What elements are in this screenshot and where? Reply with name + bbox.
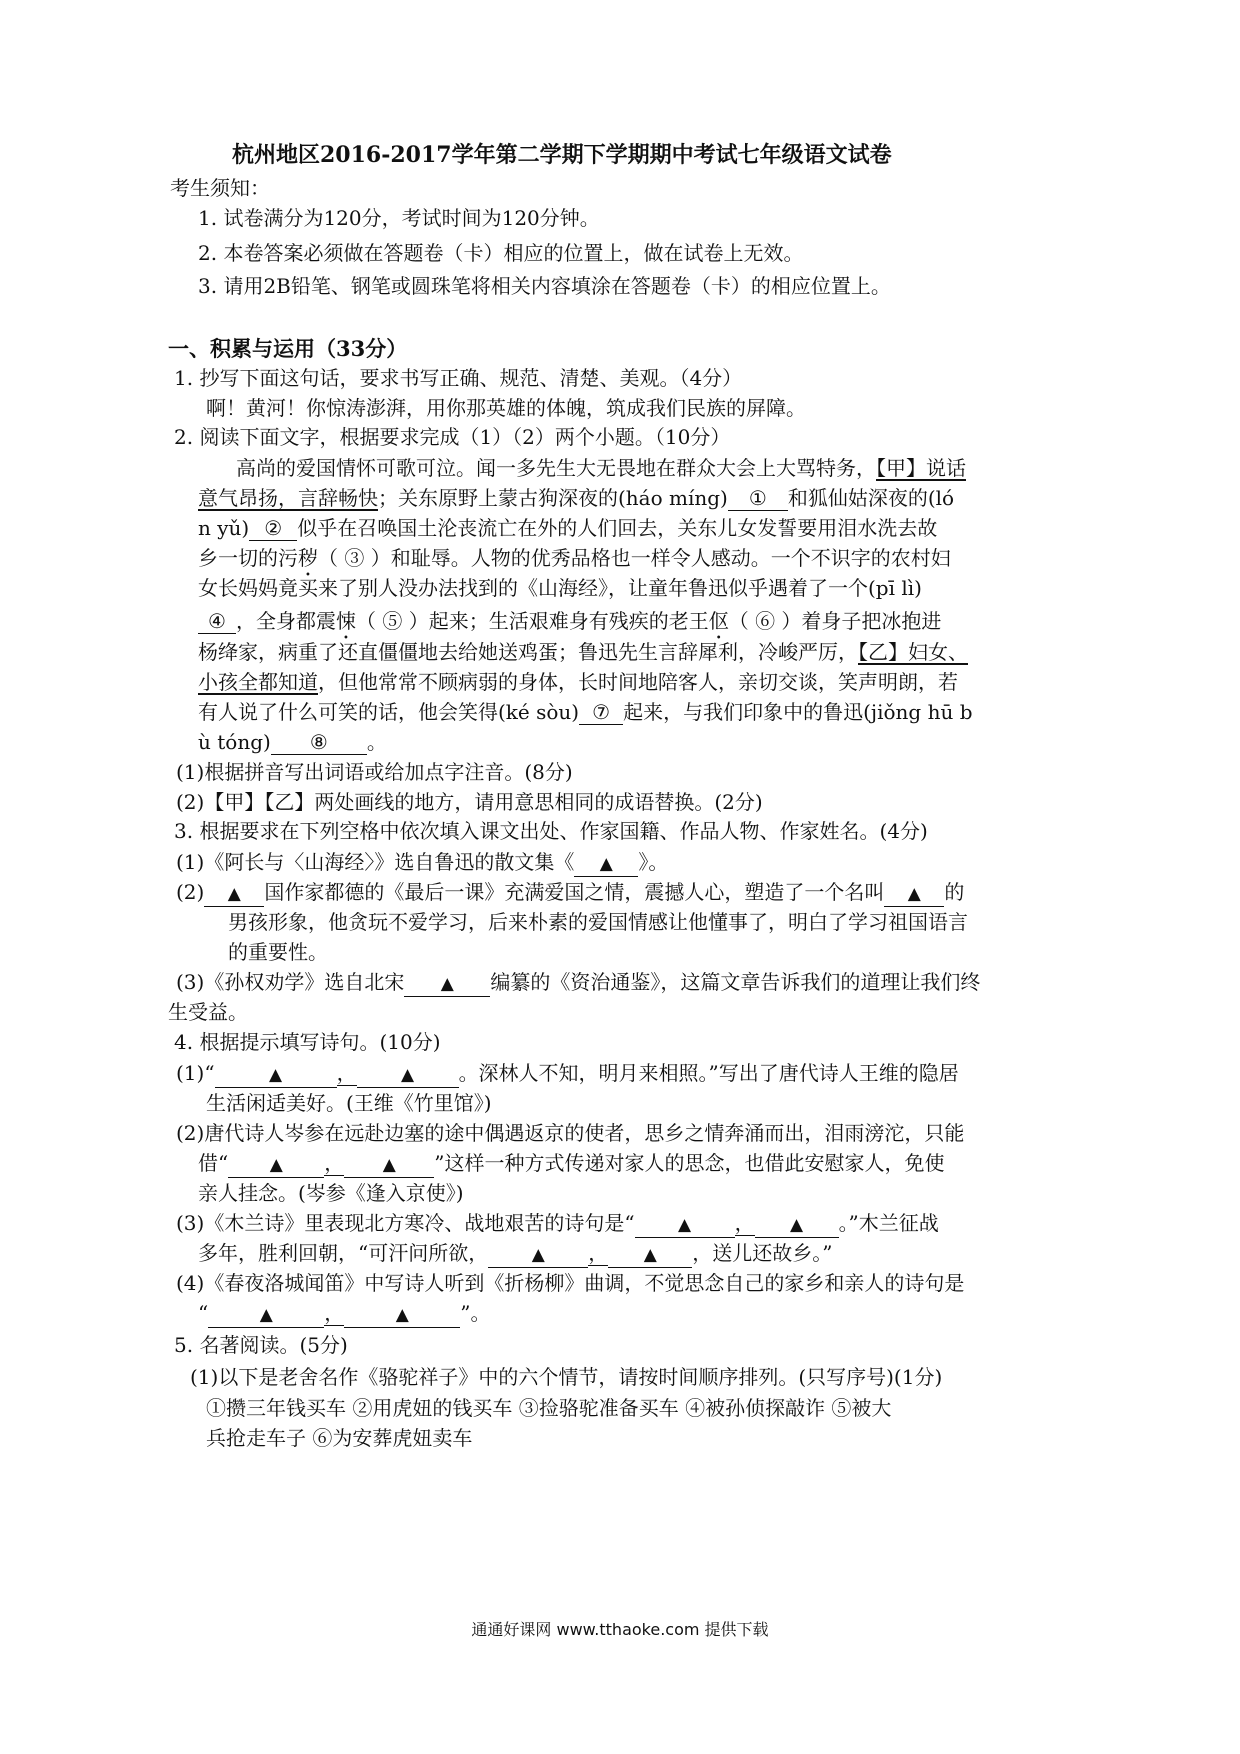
page-footer: 通通好课网 www.tthaoke.com 提供下载 [471,1620,769,1639]
passage-text: 有人说了什么可笑的话，他会笑得(ké sòu) [198,700,580,724]
triangle-marker-icon: ▲ [678,1215,692,1235]
passage-text: （ ③ ）和耻辱。人物的优秀品格也一样令人感动。一个不识字的农村妇 [318,546,951,570]
passage-text: ù tóng) [198,730,271,754]
passage-text: ，但他常常不顾病弱的身体，长时间地陪客人，亲切交谈，笑声明朗，若 [318,670,958,694]
question-5-prompt: 5. 名著阅读。(5分) [174,1333,348,1357]
question-text: (3)《孙权劝学》选自北宋 [176,970,405,994]
question-line [198,1148,944,1178]
answer-blank[interactable] [344,1151,434,1178]
passage-text: 起来，与我们印象中的鲁迅(jiǒng hū b [623,700,973,724]
question-1-prompt: 1. 抄写下面这句话，要求书写正确、规范、清楚、美观。（4分） [174,366,743,390]
passage-text: 和狐仙姑深夜的(ló [787,486,955,510]
passage-text: ；关东原野上蒙古狗深夜的(háo míng) [378,486,728,510]
passage-text: 乡一切的污 [198,546,298,570]
question-text: (2) [176,880,205,904]
sub-question: (2)【甲】【乙】两处画线的地方，请用意思相同的成语替换。(2分) [176,790,763,814]
passage-text: 高尚的爱国情怀可歌可泣。闻一多先生大无畏地在群众大会上大骂特务， [236,456,876,480]
answer-blank[interactable] [608,1241,692,1268]
triangle-marker-icon: ▲ [790,1215,804,1235]
question-text: 编纂的《资治通鉴》，这篇文章告诉我们的道理让我们终 [490,970,981,994]
question-line: 生受益。 [168,1000,248,1024]
question-line: 男孩形象，他贪玩不爱学习，后来朴素的爱国情感让他懂事了，明白了学习祖国语言 [228,910,968,934]
answer-blank[interactable] [488,1241,588,1268]
question-line: 的重要性。 [228,940,328,964]
question-1-sentence: 啊！黄河！你惊涛澎湃，用你那英雄的体魄，筑成我们民族的屏障。 [206,396,806,420]
answer-blank[interactable] [204,880,264,907]
question-line [176,877,964,907]
passage-line [198,667,958,697]
triangle-marker-icon: ▲ [227,884,241,904]
passage-line [236,453,966,483]
question-text: 。”木兰征战 [838,1211,939,1235]
question-line [176,847,668,877]
question-text: 借“ [198,1151,229,1175]
question-text: 的 [944,880,965,904]
answer-blank[interactable] [208,1301,324,1328]
question-line [176,1058,959,1088]
question-line: (2)唐代诗人岑参在远赴边塞的途中偶遇返京的使者，思乡之情奔涌而出，泪雨滂沱，只能 [176,1121,965,1145]
underlined-phrase-yi: 小孩全都知道 [198,670,318,694]
section-heading: 一、积累与运用（33分） [168,336,408,361]
triangle-marker-icon: ▲ [907,884,921,904]
answer-blank[interactable] [755,1211,839,1238]
underlined-phrase-jia: 意气昂扬，言辞畅快 [198,486,378,510]
passage-text: （ ⑤ ）起来；生活艰难身有残疾的老王 [356,609,709,633]
question-text: (3)《木兰诗》里表现北方寒冷、战地艰苦的诗句是“ [176,1211,635,1235]
answer-blank[interactable] [884,880,944,907]
question-text: 国作家都德的《最后一课》充满爱国之情，震撼人心，塑造了一个名叫 [264,880,885,904]
question-2-prompt: 2. 阅读下面文字，根据要求完成（1）（2）两个小题。（10分） [174,425,731,449]
passage-text: 似乎在召唤国土沦丧流亡在外的人们回去，关东儿女发誓要用泪水洗去故 [297,516,938,540]
dotted-character: 悚 [336,609,356,633]
passage-text: 。 [366,730,387,754]
question-line [176,967,980,997]
underlined-phrase-jia: 【甲】说话 [876,456,966,480]
blank-comma: ， [336,1061,357,1085]
triangle-marker-icon: ▲ [643,1245,657,1265]
blank-comma: ， [324,1151,345,1175]
blank-comma: ， [324,1301,345,1325]
answer-blank-8[interactable]: ⑧ [271,730,367,755]
answer-blank[interactable] [357,1061,459,1088]
answer-blank[interactable] [635,1211,735,1238]
option-line: ①攒三年钱买车 ②用虎妞的钱买车 ③捡骆驼准备买车 ④被孙侦探敲诈 ⑤被大 [206,1396,892,1420]
answer-blank[interactable] [228,1151,324,1178]
passage-line [198,727,387,757]
passage-line [198,697,973,727]
passage-line: 女长妈妈竟买来了别人没办法找到的《山海经》，让童年鲁迅似乎遇着了一个(pī lì) [198,576,922,600]
question-text: ”这样一种方式传递对家人的思念，也借此安慰家人，免使 [434,1151,945,1175]
triangle-marker-icon: ▲ [440,974,454,994]
answer-blank[interactable] [404,970,490,997]
question-line: 生活闲适美好。(王维《竹里馆》) [206,1091,492,1115]
dotted-character: 秽 [298,546,318,570]
notice-item: 2. 本卷答案必须做在答题卷（卡）相应的位置上，做在试卷上无效。 [198,241,804,265]
underlined-phrase-yi: 【乙】妇女、 [858,640,968,664]
answer-blank[interactable] [344,1301,460,1328]
question-3-prompt: 3. 根据要求在下列空格中依次填入课文出处、作家国籍、作品人物、作家姓名。(4分) [174,819,928,843]
question-text: ”。 [460,1301,491,1325]
triangle-marker-icon: ▲ [269,1155,283,1175]
answer-blank-1[interactable]: ① [728,486,788,511]
triangle-marker-icon: ▲ [382,1155,396,1175]
question-4-prompt: 4. 根据提示填写诗句。(10分) [174,1030,441,1054]
answer-blank-7[interactable]: ⑦ [579,700,623,725]
triangle-marker-icon: ▲ [531,1245,545,1265]
triangle-marker-icon: ▲ [599,854,613,874]
passage-text: ，全身都震 [236,609,336,633]
question-line: (4)《春夜洛城闻笛》中写诗人听到《折杨柳》曲调，不觉思念自己的家乡和亲人的诗句是 [176,1271,965,1295]
blank-comma: ， [588,1241,609,1265]
question-text: (1)“ [176,1061,215,1085]
blank-comma: ， [734,1211,755,1235]
answer-blank[interactable] [574,850,638,877]
page-title: 杭州地区2016-2017学年第二学期下学期期中考试七年级语文试卷 [232,142,892,168]
notice-heading: 考生须知： [170,176,270,200]
passage-text: （ ⑥ ）着身子把冰抱进 [728,609,942,633]
dotted-character: 伛 [708,609,729,633]
question-text: ，送儿还故乡。” [692,1241,833,1265]
triangle-marker-icon: ▲ [401,1065,415,1085]
question-line [198,1238,832,1268]
answer-blank-2[interactable]: ② [249,516,297,541]
question-text: 》。 [638,850,669,874]
passage-line [198,513,937,543]
passage-line [198,483,954,513]
passage-text: 杨绛家，病重了还直僵僵地去给她送鸡蛋；鲁迅先生言辞犀利，冷峻严厉， [198,640,858,664]
notice-item: 1. 试卷满分为120分，考试时间为120分钟。 [198,206,600,230]
sub-question: (1)以下是老舍名作《骆驼祥子》中的六个情节，请按时间顺序排列。(只写序号)(1分) [190,1365,943,1389]
question-text: 。深林人不知，明月来相照。”写出了唐代诗人王维的隐居 [458,1061,959,1085]
question-line [198,1298,490,1328]
answer-blank-4[interactable]: ④ [198,609,236,634]
question-text: 多年，胜利回朝，“可汗问所欲， [198,1241,489,1265]
sub-question: (1)根据拼音写出词语或给加点字注音。(8分) [176,760,573,784]
triangle-marker-icon: ▲ [269,1065,283,1085]
passage-line [198,637,968,667]
question-line [176,1208,939,1238]
notice-item: 3. 请用2B铅笔、钢笔或圆珠笔将相关内容填涂在答题卷（卡）的相应位置上。 [198,274,891,298]
answer-blank[interactable] [215,1061,337,1088]
question-text: “ [198,1301,209,1325]
triangle-marker-icon: ▲ [395,1305,409,1325]
passage-text: n yǔ) [198,516,250,540]
question-text: (1)《阿长与〈山海经〉》选自鲁迅的散文集《 [176,850,575,874]
option-line: 兵抢走车子 ⑥为安葬虎妞卖车 [206,1426,473,1450]
triangle-marker-icon: ▲ [259,1305,273,1325]
question-line: 亲人挂念。(岑参《逢入京使》) [198,1181,464,1205]
